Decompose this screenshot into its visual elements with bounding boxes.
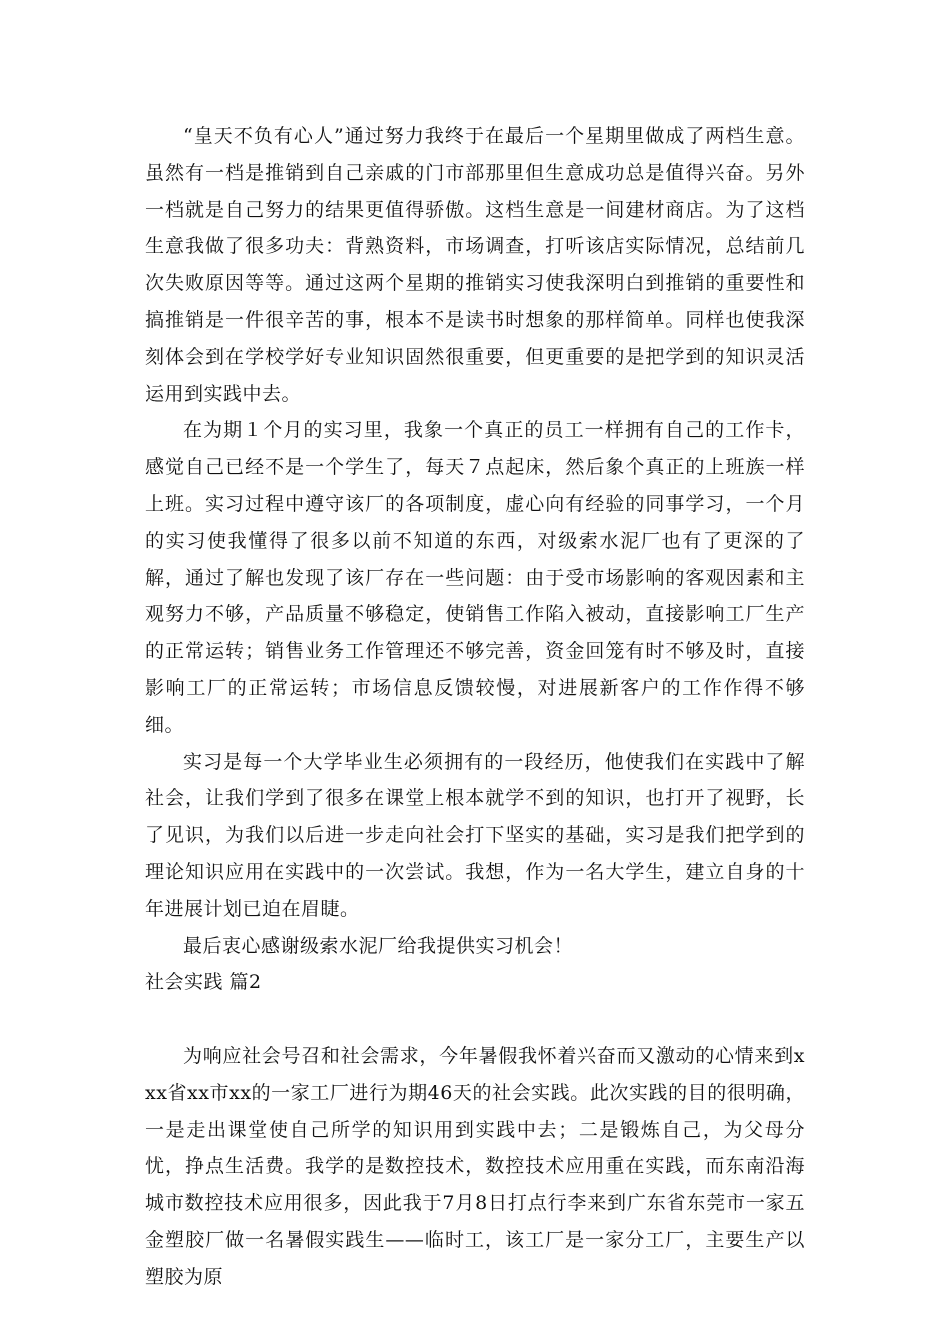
document-body bbox=[145, 118, 805, 1296]
paragraph-success-story: “皇天不负有心人”通过努力我终于在最后一个星期里做成了两档生意。虽然有一档是推销到自己亲戚的门市部那里但生意成功总是值得兴奋。另外一档就是自己努力的结果更值得骄傲。这档生意是一间建材商店。为了这档生意我做了很多功夫：背熟资料，市场调查，打听该店实际情况，总结前几次失败原因等等。通过这两个星期的推销实习使我深明白到推销的重要性和搞推销是一件很辛苦的事，根本不是读书时想象的那样简单。同样也使我深刻体会到在学校学好专业知识固然很重要，但更重要的是把学到的知识灵活运用到实践中去。 bbox=[145, 125, 805, 405]
section-heading: 社会实践 篇2 bbox=[145, 971, 262, 994]
paragraph-internship-reflection: 实习是每一个大学毕业生必须拥有的一段经历，他使我们在实践中了解社会，让我们学到了很多在课堂上根本就学不到的知识，也打开了视野，长了见识，为我们以后进一步走向社会打下坚实的基础，实习是我们把学到的理论知识应用在实践中的一次尝试。我想，作为一名大学生，建立自身的十年进展计划已迫在眉睫。 bbox=[145, 750, 805, 920]
paragraph-thanks: 最后衷心感谢级索水泥厂给我提供实习机会！ bbox=[183, 934, 574, 957]
paragraph-social-practice-intro: 为响应社会号召和社会需求，今年暑假我怀着兴奋而又激动的心情来到xxx省xx市xx的一家工厂进行为期46天的社会实践。此次实践的目的很明确，一是走出课堂使自己所学的知识用到实践中去；二是锻炼自己，为父母分忧，挣点生活费。我学的是数控技术，数控技术应用重在实践，而东南沿海城市数控技术应用很多，因此我于7月8日打点行李来到广东省东莞市一家五金塑胶厂做一名暑假实践生——临时工，该工厂是一家分工厂，主要生产以塑胶为原 bbox=[145, 1044, 805, 1288]
paragraph-internship-month: 在为期１个月的实习里，我象一个真正的员工一样拥有自己的工作卡，感觉自己已经不是一个学生了，每天７点起床，然后象个真正的上班族一样上班。实习过程中遵守该厂的各项制度，虚心向有经验的同事学习，一个月的实习使我懂得了很多以前不知道的东西，对级索水泥厂也有了更深的了解，通过了解也发现了该厂存在一些问题：由于受市场影响的客观因素和主观努力不够，产品质量不够稳定，使销售工作陷入被动，直接影响工厂生产的正常运转；销售业务工作管理还不够完善，资金回笼有时不够及时，直接影响工厂的正常运转；市场信息反馈较慢，对进展新客户的工作作得不够细。 bbox=[145, 419, 805, 736]
blank-line bbox=[145, 1001, 805, 1038]
